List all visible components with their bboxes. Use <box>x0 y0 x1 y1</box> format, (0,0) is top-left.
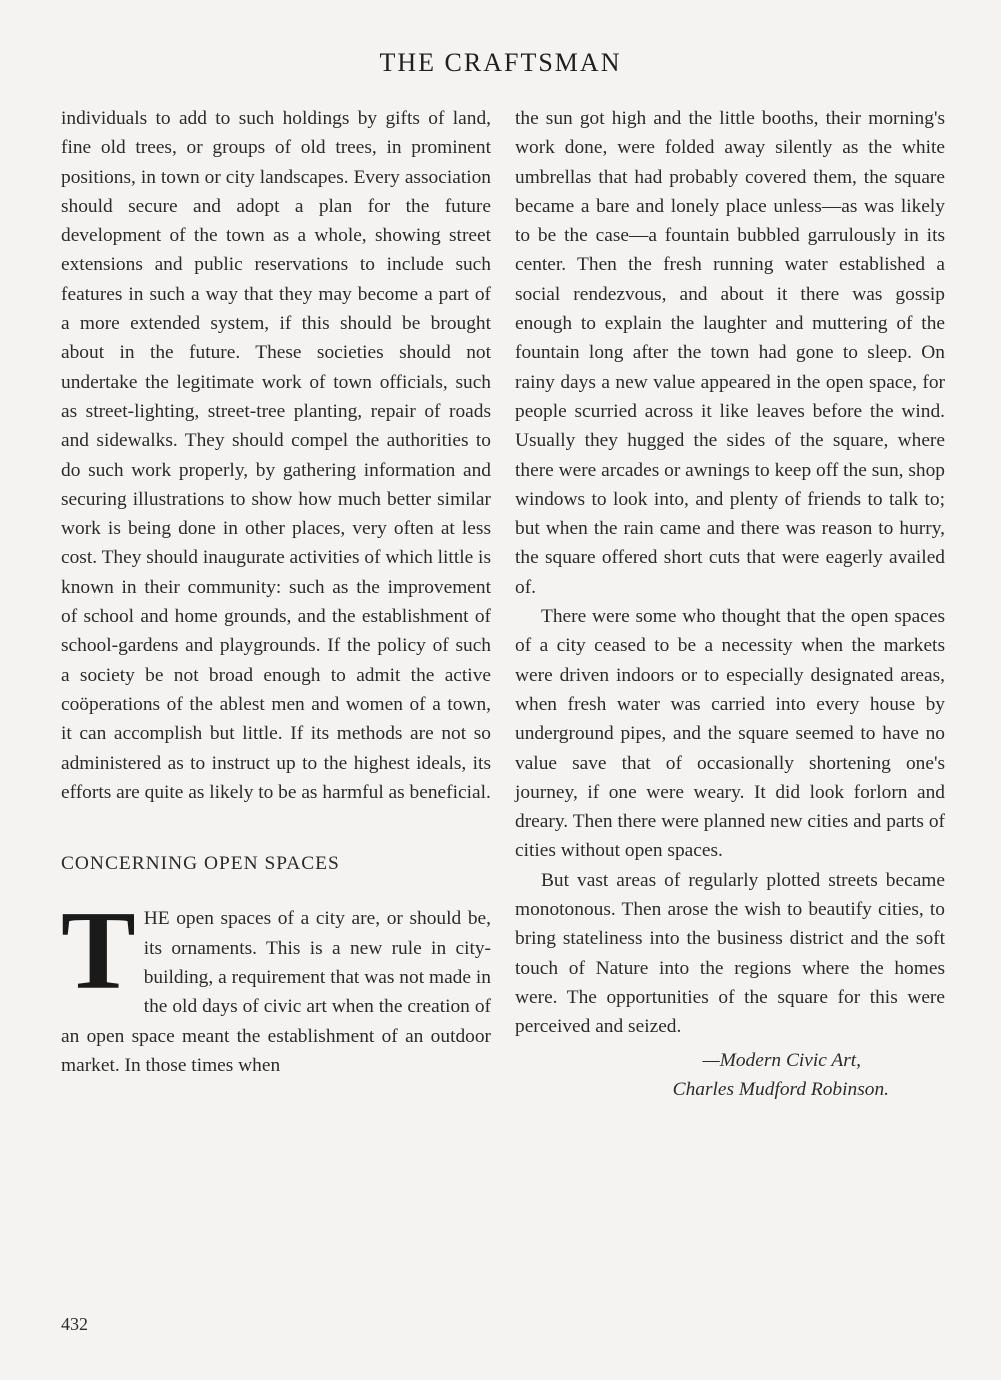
page-number: 432 <box>61 1314 88 1334</box>
opening-paragraph <box>61 889 491 1080</box>
drop-cap-letter: T <box>61 889 136 1014</box>
running-header: THE CRAFTSMAN <box>379 48 622 77</box>
attribution-source: —Modern Civic Art, <box>702 1049 861 1071</box>
attribution-author: Charles Mudford Robinson. <box>672 1078 889 1100</box>
left-paragraph-continued: individuals to add to such holdings by gifts of land, fine old trees, or groups of old trees, in prominent positions, in town or city landscapes. Every association should secure and adopt a plan for the future development of the town as a whole, showing street extensions and public reservations to include such features in such a way that they may become a part of a more extended system, if this should be brought about in the future. These societies should not undertake the legitimate work of town officials, such as street-lighting, street-tree planting, repair of roads and sidewalks. They should compel the authorities to do such work properly, by gathering information and securing illustrations to show how much better similar work is being done in other places, very often at less cost. They should inaugurate activities of which little is known in their community: such as the improvement of school and home grounds, and the establishment of school-gardens and playgrounds. If the policy of such a society be not broad enough to admit the active coöperations of the ablest men and women of a town, it can accomplish but little. If its methods are not so administered as to instruct up to the highest ideals, its efforts are quite as likely to be as harmful as beneficial. <box>61 108 491 803</box>
left-column <box>61 104 491 1080</box>
right-column <box>515 104 945 1104</box>
section-heading: CONCERNING OPEN SPACES <box>61 853 340 875</box>
right-paragraph-continued: the sun got high and the little booths, their morning's work done, were folded away silently as the white umbrellas that had probably covered them, the square became a bare and lonely place unless—as was likely to be the case—a fountain bubbled garrulously in its center. Then the fresh running water established a social rendezvous, and about it there was gossip enough to explain the laughter and muttering of the fountain long after the town had gone to sleep. On rainy days a new value appeared in the open space, for people scurried across it like leaves before the wind. Usually they hugged the sides of the square, where there were arcades or awnings to keep off the sun, shop windows to look into, and plenty of friends to talk to; but when the rain came and there was reason to hurry, the square offered short cuts that were eagerly availed of. <box>515 108 945 598</box>
attribution <box>515 1046 945 1104</box>
right-paragraph-3: But vast areas of regularly plotted streets became monotonous. Then arose the wish to beautify cities, to bring stateliness into the business district and the soft touch of Nature into the regions where the homes were. The opportunities of the square for this were perceived and seized. <box>515 869 945 1038</box>
right-paragraph-2: There were some who thought that the open spaces of a city ceased to be a necessity when the markets were driven indoors or to especially designated areas, when fresh water was carried into every house by underground pipes, and the square seemed to have no value save that of occasionally shortening one's journey, if one were weary. It did look forlorn and dreary. Then there were planned new cities and parts of cities without open spaces. <box>515 606 945 862</box>
opening-paragraph-text: HE open spaces of a city are, or should be, its ornaments. This is a new rule in city-building, a requirement that was not made in the old days of civic art when the creation of an open space meant the establishment of an outdoor market. In those times when <box>61 908 491 1076</box>
